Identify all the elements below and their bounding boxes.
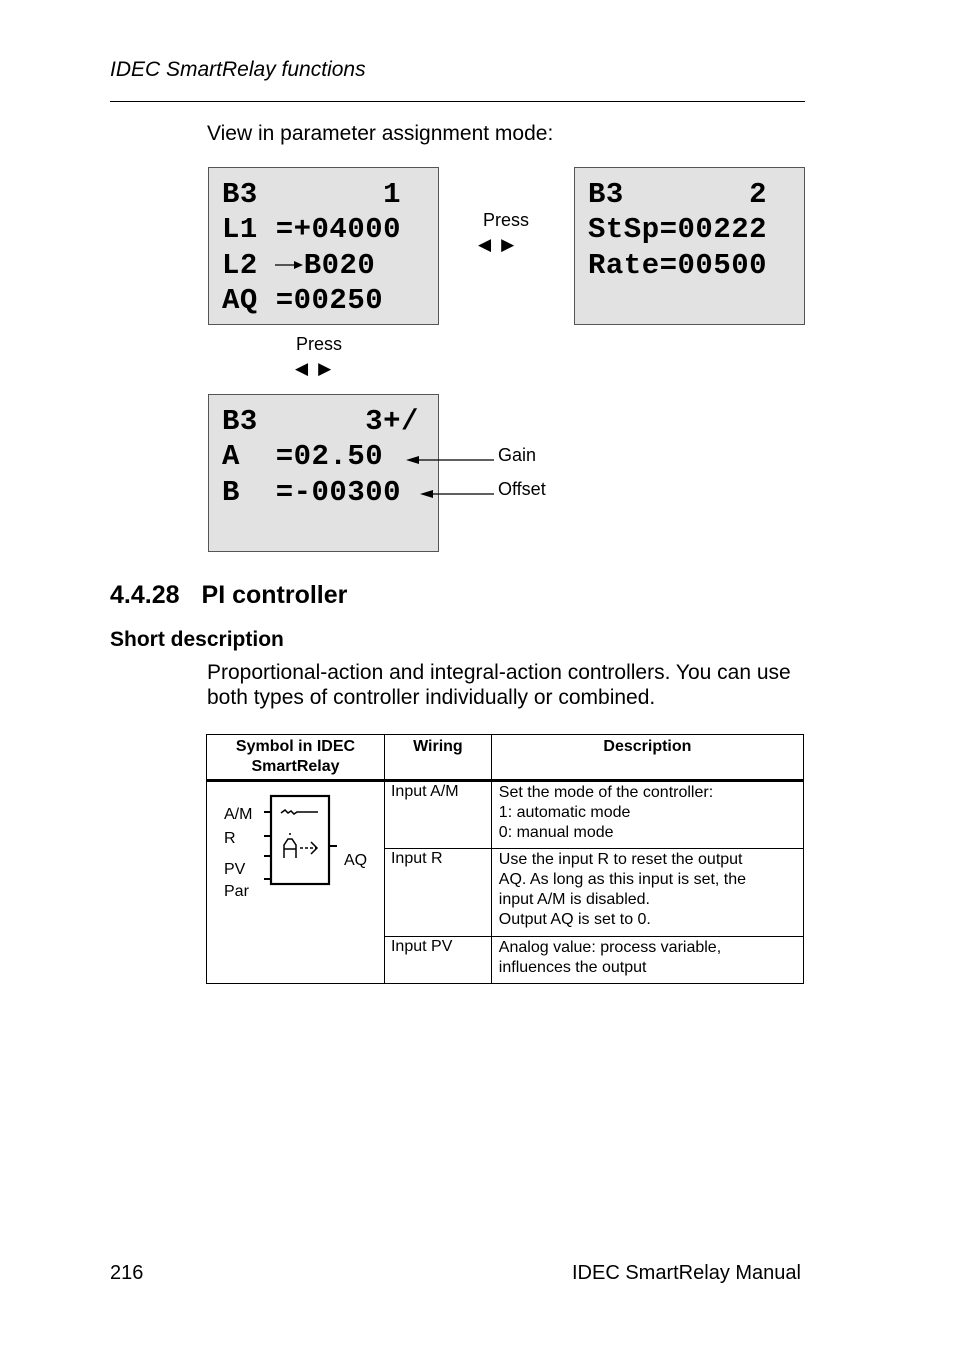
lcd-screen-1: [208, 167, 439, 325]
left-right-arrows: [478, 235, 524, 255]
description-line: input A/M is disabled.: [498, 891, 650, 908]
symbol-input-r: R: [224, 830, 236, 847]
description-line: influences the output: [498, 959, 647, 976]
lcd-line: AQ =00250: [222, 284, 384, 317]
header-symbol: Symbol in IDEC SmartRelay: [207, 735, 385, 781]
lcd-line-l2-head: L2: [222, 249, 276, 282]
description-cell: [491, 937, 803, 984]
pi-controller-block-icon: [207, 782, 383, 982]
symbol-output-aq: AQ: [344, 852, 368, 869]
header-description: Description: [491, 735, 803, 781]
section-number: 4.4.28: [110, 581, 180, 609]
press-label-down: Press: [295, 334, 342, 354]
pi-controller-table: [206, 734, 804, 984]
lcd-line: B3 3+/: [222, 405, 419, 438]
left-right-arrows: [295, 359, 341, 379]
lcd-line: StSp=00222: [588, 213, 768, 246]
section-title: PI controller: [201, 581, 348, 609]
lcd-line: A =02.50: [222, 440, 384, 473]
description-paragraph: Proportional-action and integral-action controllers. You can use both types of controller individually or combined.: [207, 661, 791, 709]
subheading: Short description: [110, 628, 284, 651]
lcd-line-l2-block: B020: [303, 249, 376, 282]
description-line: Use the input R to reset the output: [498, 851, 743, 868]
lcd-line: B3 2: [588, 178, 768, 211]
page-number: 216: [110, 1262, 144, 1284]
connector-arrow-icon: [274, 255, 304, 275]
header-wiring: Wiring: [384, 735, 491, 781]
symbol-input-pv: PV: [224, 861, 246, 878]
footer-manual-title: IDEC SmartRelay Manual: [572, 1262, 801, 1284]
offset-label: Offset: [498, 479, 546, 499]
wiring-cell: Input R: [384, 849, 491, 937]
description-line: 1: automatic mode: [498, 804, 631, 821]
right-arrow-icon: ▶: [501, 235, 525, 254]
description-line: Output AQ is set to 0.: [498, 911, 651, 928]
lcd-line: L1 =+04000: [222, 213, 402, 246]
running-header: IDEC SmartRelay functions: [110, 58, 366, 81]
description-line: AQ. As long as this input is set, the: [498, 871, 747, 888]
gain-label: Gain: [498, 445, 537, 465]
lcd-screen-2: [574, 167, 805, 325]
wiring-cell: Input A/M: [384, 781, 491, 849]
left-arrow-icon: ◀: [478, 235, 502, 254]
lcd-line: B3 1: [222, 178, 402, 211]
table-header-row: [207, 735, 804, 781]
right-arrow-icon: ▶: [318, 359, 342, 378]
header-rule: [110, 101, 805, 102]
lcd-screen-3: [208, 394, 439, 552]
description-line: Analog value: process variable,: [498, 939, 722, 956]
lcd-line: Rate=00500: [588, 249, 768, 282]
left-arrow-icon: ◀: [295, 359, 319, 378]
symbol-input-am: A/M: [224, 806, 253, 823]
press-label-right: Press: [482, 210, 529, 230]
description-cell: [491, 849, 803, 937]
description-line: Set the mode of the controller:: [498, 784, 714, 801]
intro-text: View in parameter assignment mode:: [207, 122, 554, 145]
description-cell: [491, 781, 803, 849]
symbol-cell: [207, 781, 385, 984]
lcd-line: [222, 250, 375, 282]
symbol-input-par: Par: [224, 883, 249, 900]
table-row: [207, 781, 804, 849]
description-line: 0: manual mode: [498, 824, 614, 841]
lcd-line: B =-00300: [222, 476, 402, 509]
wiring-cell: Input PV: [384, 937, 491, 984]
section-heading: [110, 581, 347, 610]
